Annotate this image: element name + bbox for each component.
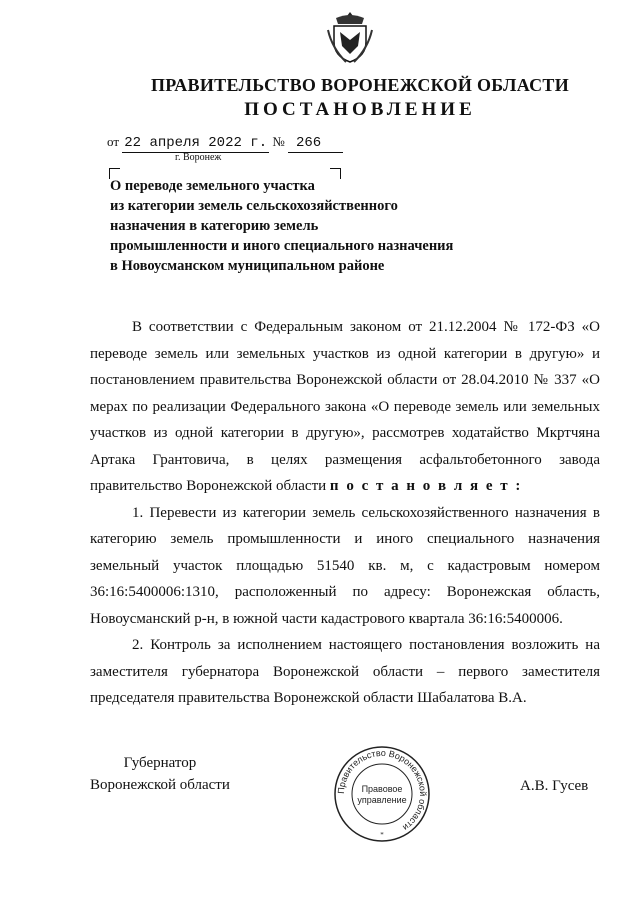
stamp-inner-text: управление: [357, 795, 407, 805]
organization-name: ПРАВИТЕЛЬСТВО ВОРОНЕЖСКОЙ ОБЛАСТИ: [150, 75, 570, 95]
document-body: [90, 314, 600, 712]
place-of-issue: г. Воронеж: [175, 152, 222, 163]
number-prefix: №: [272, 134, 285, 149]
date-prefix: от: [107, 134, 120, 149]
subject-line: назначения в категорию земель: [110, 218, 319, 234]
document-subject: [110, 176, 510, 276]
date-number-line: [107, 134, 343, 153]
subject-line: О переводе земельного участка: [110, 178, 315, 194]
stamp-outer-text: Правительство Воронежской области: [335, 747, 429, 833]
decree-word: п о с т а н о в л я е т :: [329, 478, 523, 494]
signer-name: А.В. Гусев: [520, 778, 589, 794]
document-number: 266: [288, 135, 343, 153]
official-stamp: [332, 744, 432, 844]
item-1: 1. Перевести из категории земель сельскохозяйственного назначения в категорию земель промышленности и иного специального назначения земельный участок площадью 51540 кв. м, с кадастровым номером 36:16:5400006:1310, расположенный по адресу: Воронежская область, Новоусманский р-н, в южной части кадастрового квартала 36:16:5400006.: [90, 504, 600, 627]
preamble-paragraph: [90, 314, 600, 500]
document-type: ПОСТАНОВЛЕНИЕ: [244, 99, 476, 120]
subject-line: в Новоусманском муниципальном районе: [110, 258, 385, 274]
coat-of-arms-icon: [326, 8, 374, 66]
subject-line: промышленности и иного специального назначения: [110, 238, 454, 254]
preamble-text: В соответствии с Федеральным законом от 21.12.2004 № 172-ФЗ «О переводе земель или земельных участков из одной категории в другую» и постановлением правительства Воронежской области от 28.04.2010 № 337 «О мерах по реализации Федерального закона «О переводе земель или земельных участков из одной категории в другую», рассмотрев ходатайство Мкртчяна Артака Грантовича, в целях размещения асфальтобетонного завода правительство Воронежской области: [90, 319, 600, 494]
document-date: 22 апреля 2022 г.: [124, 135, 268, 151]
signatory-title: [90, 752, 230, 796]
signatory-title-line: Воронежской области: [90, 777, 230, 793]
item-2: 2. Контроль за исполнением настоящего постановления возложить на заместителя губернатора Воронежской области – первого заместителя председателя правительства Воронежской области Шабалатова В.А.: [90, 637, 600, 706]
svg-text:*: *: [380, 831, 384, 839]
subject-line: из категории земель сельскохозяйственного: [110, 198, 398, 214]
stamp-inner-text: Правовое: [361, 784, 403, 794]
signatory-title-line: Губернатор: [123, 755, 197, 771]
